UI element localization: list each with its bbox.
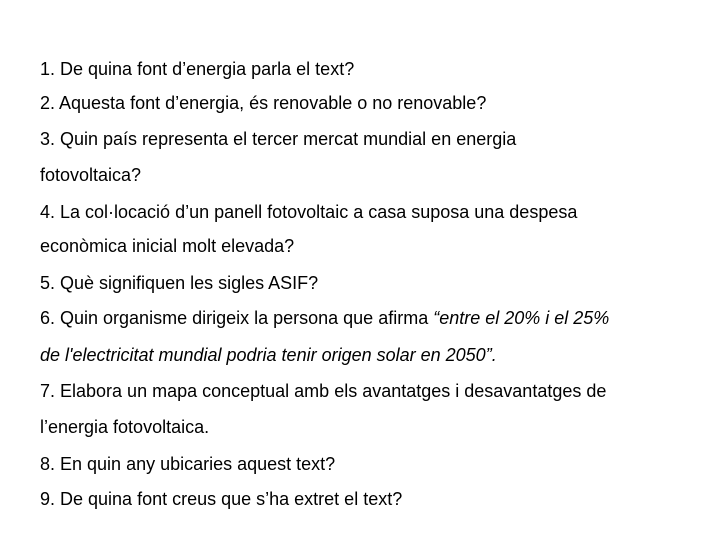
question-6-line-1 [40, 307, 609, 329]
question-4-line-1: 4. La col·locació d’un panell fotovoltaic a casa suposa una despesa [40, 202, 578, 222]
question-8: 8. En quin any ubicaries aquest text? [40, 454, 336, 474]
question-3-line-2: fotovoltaica? [40, 165, 142, 185]
question-7-line-2: l’energia fotovoltaica. [40, 417, 210, 437]
question-7-line-1: 7. Elabora un mapa conceptual amb els avantatges i desavantatges de [40, 381, 607, 401]
question-6-line-2: de l'electricitat mundial podria tenir origen solar en 2050”. [40, 345, 497, 365]
question-3-line-1: 3. Quin país representa el tercer mercat mundial en energia [40, 129, 517, 149]
question-4-line-2: econòmica inicial molt elevada? [40, 236, 295, 256]
question-9: 9. De quina font creus que s’ha extret el text? [40, 489, 403, 509]
question-1: 1. De quina font d’energia parla el text? [40, 59, 355, 79]
question-6-prefix: 6. Quin organisme dirigeix la persona que afirma [40, 308, 434, 328]
question-5: 5. Què signifiquen les sigles ASIF? [40, 273, 319, 293]
question-2: 2. Aquesta font d’energia, és renovable o no renovable? [40, 93, 487, 113]
question-6-quote-start: “entre el 20% i el 25% [433, 308, 610, 328]
